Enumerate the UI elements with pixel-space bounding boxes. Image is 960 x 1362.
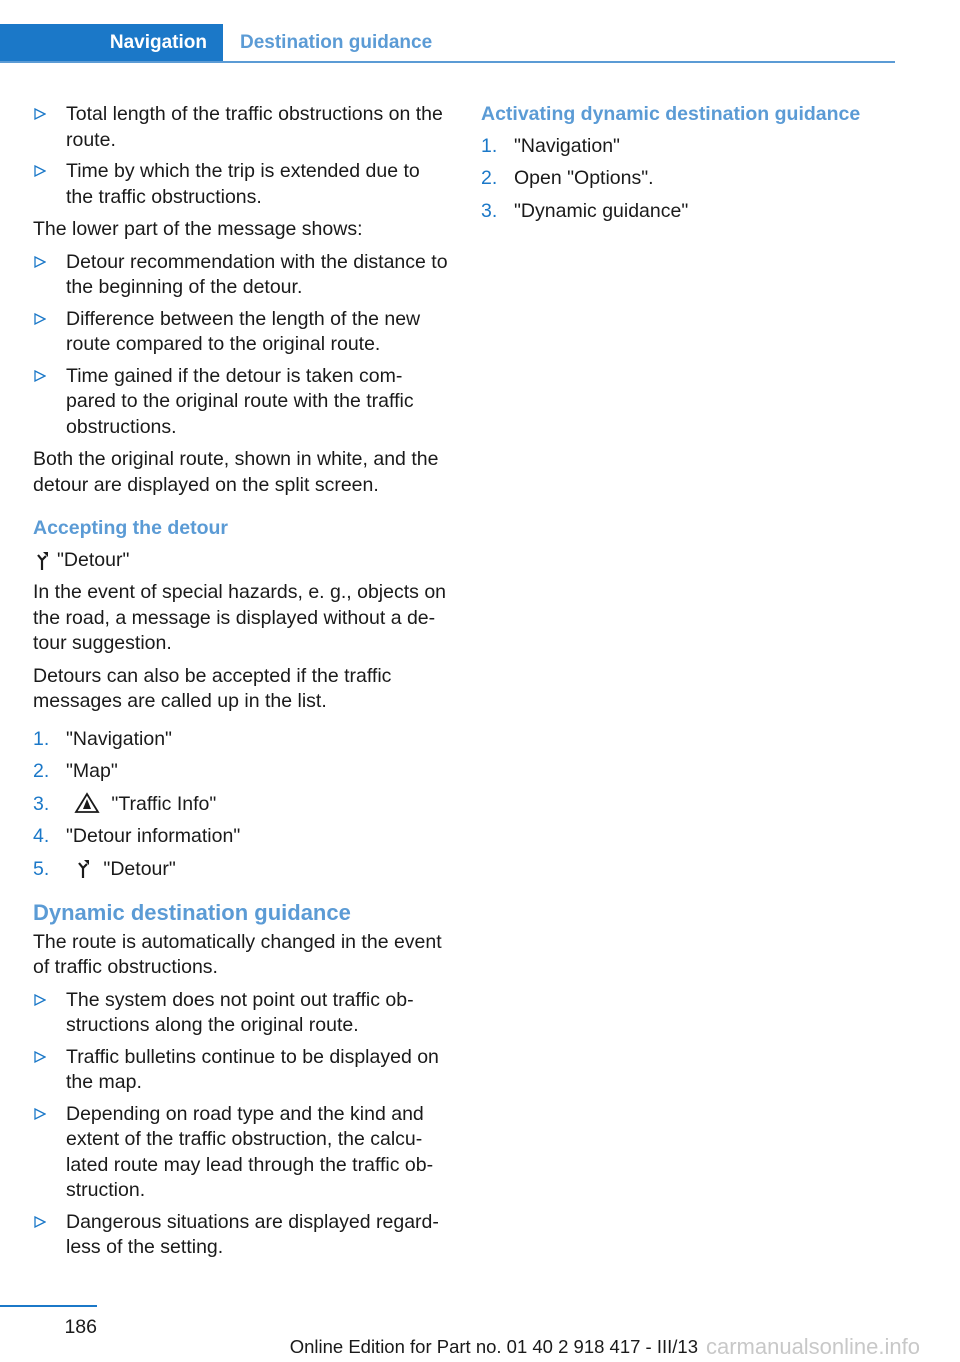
hazards-text: In the event of special hazards, e. g., objects on the road, a message is displayed without a de‐ tour suggestion. [33,581,447,654]
detour-arrow-icon [33,549,51,571]
list-item: Detour recommendation with the distance to the beginning of the detour. [33,250,449,301]
detour-row [33,548,449,574]
section-label: Navigation [109,32,207,53]
bullet-list-dynamic [33,988,449,1261]
triangle-right-icon [34,1108,46,1120]
list-item: Total length of the traffic obstructions on the route. [33,102,449,153]
left-column [33,102,449,1268]
list-item: Depending on road type and the kind and extent of the traffic obstruction, the calcu‐ lated route may lead through the traffic ob‐ struction. [33,1102,449,1204]
steps-list-activate [481,134,901,225]
footer-rule [0,1305,97,1307]
list-item: 3. "Traffic Info" [33,792,217,815]
lower-part-intro: The lower part of the message shows: [33,218,363,240]
split-screen-text: Both the original route, shown in white, and the detour are displayed on the split screen. [33,448,439,496]
triangle-right-icon [34,165,46,177]
list-item: 1. "Navigation" [33,727,172,750]
list-item: 3. "Dynamic guidance" [481,199,689,222]
list-item: Time by which the trip is extended due to the traffic obstructions. [33,159,449,210]
list-item: 4. "Detour information" [33,825,241,847]
steps-list-detour [33,727,449,883]
list-item: Time gained if the detour is taken com‐ pared to the original route with the traffic obstructions. [33,364,449,441]
list-item: Dangerous situations are displayed regard‐ less of the setting. [33,1210,449,1261]
triangle-right-icon [34,1216,46,1228]
accept-detour-heading: Accepting the detour [33,517,229,539]
header-rule [0,61,895,63]
dynamic-guidance-heading: Dynamic destination guidance [33,900,351,925]
triangle-right-icon [34,370,46,382]
section-tab-navigation [0,24,223,62]
bullet-list-lower [33,250,449,441]
detour-arrow-icon [74,857,92,879]
dynamic-intro: The route is automatically changed in the event of traffic obstructions. [33,930,442,978]
triangle-right-icon [34,1051,46,1063]
list-text: Detours can also be accepted if the traffic messages are called up in the list. [33,664,392,712]
watermark: carmanualsonline.info [705,1334,920,1359]
right-column [481,102,901,231]
list-item: 5. "Detour" [33,857,176,880]
activate-dynamic-heading: Activating dynamic destination guidance [481,103,861,125]
edition-text: Online Edition for Part no. 01 40 2 918 417 - III/13 [289,1336,698,1357]
detour-label: "Detour" [57,548,130,571]
bullet-list-top [33,102,449,210]
triangle-right-icon [34,108,46,120]
list-item: 1. "Navigation" [481,134,620,157]
list-item: 2. Open "Options". [481,167,654,189]
list-item: Difference between the length of the new route compared to the original route. [33,307,449,358]
subsection-tab [240,24,432,62]
list-item: The system does not point out traffic ob‐ structions along the original route. [33,988,449,1039]
triangle-right-icon [34,256,46,268]
list-item: Traffic bulletins continue to be displayed on the map. [33,1045,449,1096]
page-number: 186 [64,1316,97,1338]
triangle-right-icon [34,994,46,1006]
subsection-label: Destination guidance [240,32,433,53]
traffic-warning-icon [74,792,100,814]
triangle-right-icon [34,313,46,325]
list-item: 2. "Map" [33,760,118,782]
